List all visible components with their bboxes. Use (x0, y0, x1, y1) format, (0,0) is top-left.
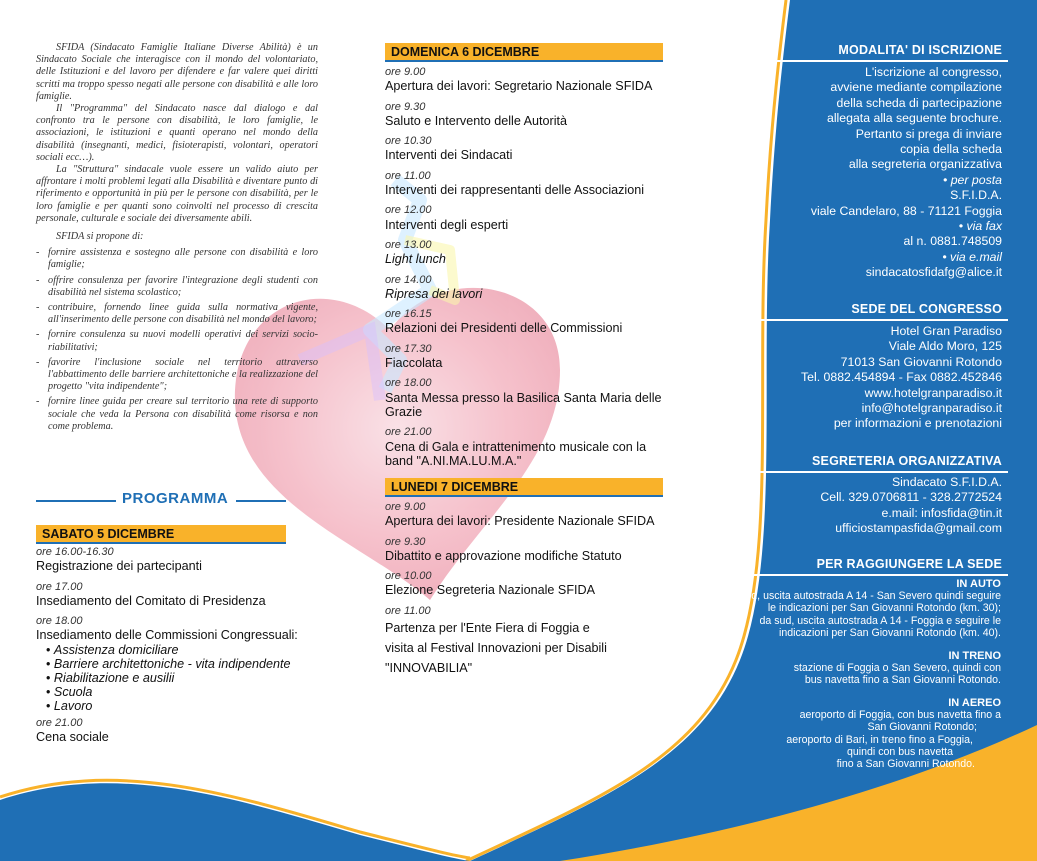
event-label: Insediamento del Comitato di Presidenza (36, 593, 266, 608)
text-line: viale Candelaro, 88 - 71121 Foggia (810, 203, 1002, 218)
list-item: - offrire consulenza per favorire l'integrazione degli studenti con disabilità nel sistema scolastico; (36, 275, 318, 299)
text-line: aeroporto di Bari, in treno fino a Foggia, (786, 733, 973, 746)
text-line: L'iscrizione al congresso, (865, 65, 1002, 79)
time-label: ore 10.00 (385, 570, 432, 583)
time-label: ore 16.15 (385, 308, 432, 321)
event-label: Cena sociale (36, 730, 109, 745)
commissioni-list (36, 643, 306, 713)
list-item: • Riabilitazione e ausilii (46, 671, 306, 685)
text-line: da nord, uscita autostrada A 14 - San Severo quindi seguire (721, 590, 1001, 603)
schedule-lunedi (385, 501, 675, 685)
event-label: Cena di Gala e intrattenimento musicale con la band "A.NI.MA.LU.M.A." (385, 439, 647, 468)
day-heading-domenica: DOMENICA 6 DICEMBRE (385, 43, 663, 62)
iscrizione-text (712, 65, 1002, 281)
divider (752, 471, 1008, 473)
divider (752, 319, 1008, 321)
time-label: ore 17.30 (385, 342, 432, 355)
event-label: Elezione Segreteria Nazionale SFIDA (385, 583, 596, 598)
subheading: IN TRENO (948, 650, 1001, 662)
text-line: le indicazioni per San Giovanni Rotondo (km. 30); (767, 602, 1001, 615)
email-link[interactable]: ufficiostampasfida@gmail.com (835, 521, 1002, 536)
list-item: - fornire linee guida per creare sul territorio una rete di supporto sociale che veda la Persona con disabilità come risorsa e non come problema. (36, 396, 318, 433)
divider (236, 500, 286, 502)
time-label: ore 9.00 (385, 501, 426, 513)
text-line: Pertanto si prega di inviare (855, 126, 1002, 141)
event-label: Ripresa dei lavori (385, 286, 483, 301)
text-line: Sindacato S.F.I.D.A. (891, 475, 1002, 489)
text-line: San Giovanni Rotondo; (867, 721, 977, 734)
text-line: avviene mediante compilazione (830, 80, 1002, 95)
text-line: bus navetta fino a San Giovanni Rotondo. (804, 674, 1001, 687)
divider (36, 500, 116, 502)
event-label: Interventi dei Sindacati (385, 148, 513, 163)
text-line: allegata alla seguente brochure. (826, 111, 1002, 126)
schedule-domenica (385, 66, 675, 475)
text-line: Hotel Gran Paradiso (890, 324, 1002, 338)
time-label: ore 11.00 (385, 604, 431, 617)
text-line: aeroporto di Foggia, con bus navetta fino a (799, 709, 1001, 722)
event-label: Interventi degli esperti (385, 217, 509, 232)
event-label: Apertura dei lavori: Segretario Nazionale SFIDA (385, 79, 653, 94)
segreteria-text (712, 475, 1002, 537)
event-label: Fiaccolata (385, 356, 443, 371)
text-line: 71013 San Giovanni Rotondo (840, 354, 1002, 369)
event-label: Registrazione dei partecipanti (36, 559, 202, 574)
list-item: - fornire assistenza e sostegno alle persone con disabilità e loro famiglie; (36, 247, 318, 271)
intro-text (36, 42, 318, 436)
event-label: Partenza per l'Ente Fiera di Foggia e visita al Festival Innovazioni per Disabili "INNOVABILIA" (385, 621, 607, 676)
divider (752, 60, 1008, 62)
section-title-segreteria: SEGRETERIA ORGANIZZATIVA (812, 454, 1002, 468)
time-label: ore 16.00-16.30 (36, 546, 114, 558)
event-label: Apertura dei lavori: Presidente Nazionale SFIDA (385, 514, 655, 529)
text-line: per informazioni e prenotazioni (833, 416, 1002, 431)
text-line: da sud, uscita autostrada A 14 - Foggia e seguire le (759, 614, 1001, 627)
text-line: della scheda di partecipazione (836, 95, 1002, 110)
divider (752, 574, 1008, 576)
directions-aereo (720, 697, 1001, 770)
text-line: stazione di Foggia o San Severo, quindi con (793, 662, 1001, 675)
directions-treno (720, 650, 1001, 687)
section-title-raggiungere: PER RAGGIUNGERE LA SEDE (816, 557, 1002, 571)
event-label: Interventi dei rappresentanti delle Associazioni (385, 183, 645, 198)
text-line: fino a San Giovanni Rotondo. (836, 758, 975, 771)
bottom-left-blue-wave (0, 783, 470, 861)
subheading: IN AEREO (948, 697, 1001, 709)
time-label: ore 14.00 (385, 273, 432, 286)
day-heading-lunedi: LUNEDI 7 DICEMBRE (385, 478, 663, 497)
schedule-sabato (36, 546, 306, 751)
time-label: ore 9.00 (385, 66, 426, 78)
time-label: ore 21.00 (36, 716, 83, 729)
section-title-sede: SEDE DEL CONGRESSO (851, 302, 1002, 316)
event-label: Santa Messa presso la Basilica Santa Maria delle Grazie (385, 390, 662, 419)
intro-paragraph: La "Struttura" sindacale vuole essere un valido aiuto per affrontare i molti problemi legati alla Disabilità e diventare punto di riferimento e opportunità in più per le persone con disabilità, per le loro famiglie e per quanti sono coinvolti nel processo di crescita personale, culturale e sociale dei diversamente abili. (36, 164, 318, 224)
subheading: IN AUTO (956, 578, 1001, 590)
list-item: • Assistenza domiciliare (46, 643, 306, 657)
text-line: S.F.I.D.A. (950, 188, 1002, 203)
time-label: ore 9.30 (385, 100, 426, 113)
text-line: alla segreteria organizzativa (848, 157, 1002, 172)
website-link[interactable]: www.hotelgranparadiso.it (864, 385, 1002, 400)
programma-title (36, 490, 286, 510)
time-label: ore 11.00 (385, 169, 431, 182)
list-item: - contribuire, fornendo linee guida sulla normativa vigente, all'inserimento delle persone con disabilità nel mondo del lavoro; (36, 302, 318, 326)
sede-text (712, 324, 1002, 432)
text-line: Cell. 329.0706811 - 328.2772524 (820, 490, 1002, 505)
event-label: Light lunch (385, 252, 446, 267)
list-item: • Barriere architettoniche - vita indipendente (46, 657, 306, 671)
intro-paragraph: Il "Programma" del Sindacato nasce dal dialogo e dal confronto tra le persone con disabilità, le loro famiglie, le associazioni, le istituzioni e quanti operano nel mondo della disabilità (insegnanti, medici, fisioterapisti, volontari, operatori sociali ecc…). (36, 103, 318, 163)
time-label: ore 18.00 (385, 377, 432, 390)
text-line: • via e.mail (942, 249, 1002, 264)
event-label: Relazioni dei Presidenti delle Commissioni (385, 321, 623, 336)
intro-list (36, 247, 318, 433)
text-line: quindi con bus navetta (846, 745, 953, 758)
time-label: ore 21.00 (385, 426, 432, 439)
time-label: ore 18.00 (36, 615, 83, 628)
email-link[interactable]: sindacatosfidafg@alice.it (865, 265, 1002, 280)
email-link[interactable]: info@hotelgranparadiso.it (861, 401, 1002, 416)
time-label: ore 10.30 (385, 135, 432, 148)
text-line: al n. 0881.748509 (903, 234, 1002, 249)
time-label: ore 12.00 (385, 204, 432, 217)
time-label: ore 9.30 (385, 535, 426, 548)
text-line: Viale Aldo Moro, 125 (888, 339, 1002, 354)
time-label: ore 13.00 (385, 238, 432, 251)
event-label: Saluto e Intervento delle Autorità (385, 113, 568, 128)
text-line: copia della scheda (900, 142, 1002, 157)
text-line: • per posta (943, 172, 1002, 187)
text-line: Tel. 0882.454894 - Fax 0882.452846 (800, 370, 1002, 385)
section-title-iscrizione: MODALITA' DI ISCRIZIONE (838, 43, 1002, 57)
time-label: ore 17.00 (36, 580, 83, 593)
event-label: Dibattito e approvazione modifiche Statuto (385, 548, 622, 563)
day-heading-sabato: SABATO 5 DICEMBRE (36, 525, 286, 544)
list-item: - fornire consulenza su nuovi modelli operativi dei servizi socio-riabilitativi; (36, 329, 318, 353)
section-heading: PROGRAMMA (122, 490, 229, 507)
list-item: • Lavoro (46, 699, 306, 713)
intro-paragraph: SFIDA (Sindacato Famiglie Italiane Diverse Abilità) è un Sindacato Sociale che interagisce con il mondo del volontariato, delle Istituzioni e del lavoro per difendere e far valere quei diritti scritti ma troppo spesso negati alle persone con disabilità e alle loro famiglie. (36, 42, 318, 102)
list-item: - favorire l'inclusione sociale nel territorio attraverso l'abbattimento delle barriere architettoniche e la realizzazione del progetto "vita indipendente"; (36, 357, 318, 394)
event-label: Insediamento delle Commissioni Congressuali: (36, 628, 298, 643)
list-item: • Scuola (46, 685, 306, 699)
intro-paragraph: SFIDA si propone di: (56, 231, 144, 243)
email-link[interactable]: e.mail: infosfida@tin.it (881, 505, 1002, 520)
text-line: • via fax (958, 219, 1002, 234)
text-line: indicazioni per San Giovanni Rotondo (km. 40). (779, 626, 1001, 639)
directions-auto (720, 578, 1001, 639)
